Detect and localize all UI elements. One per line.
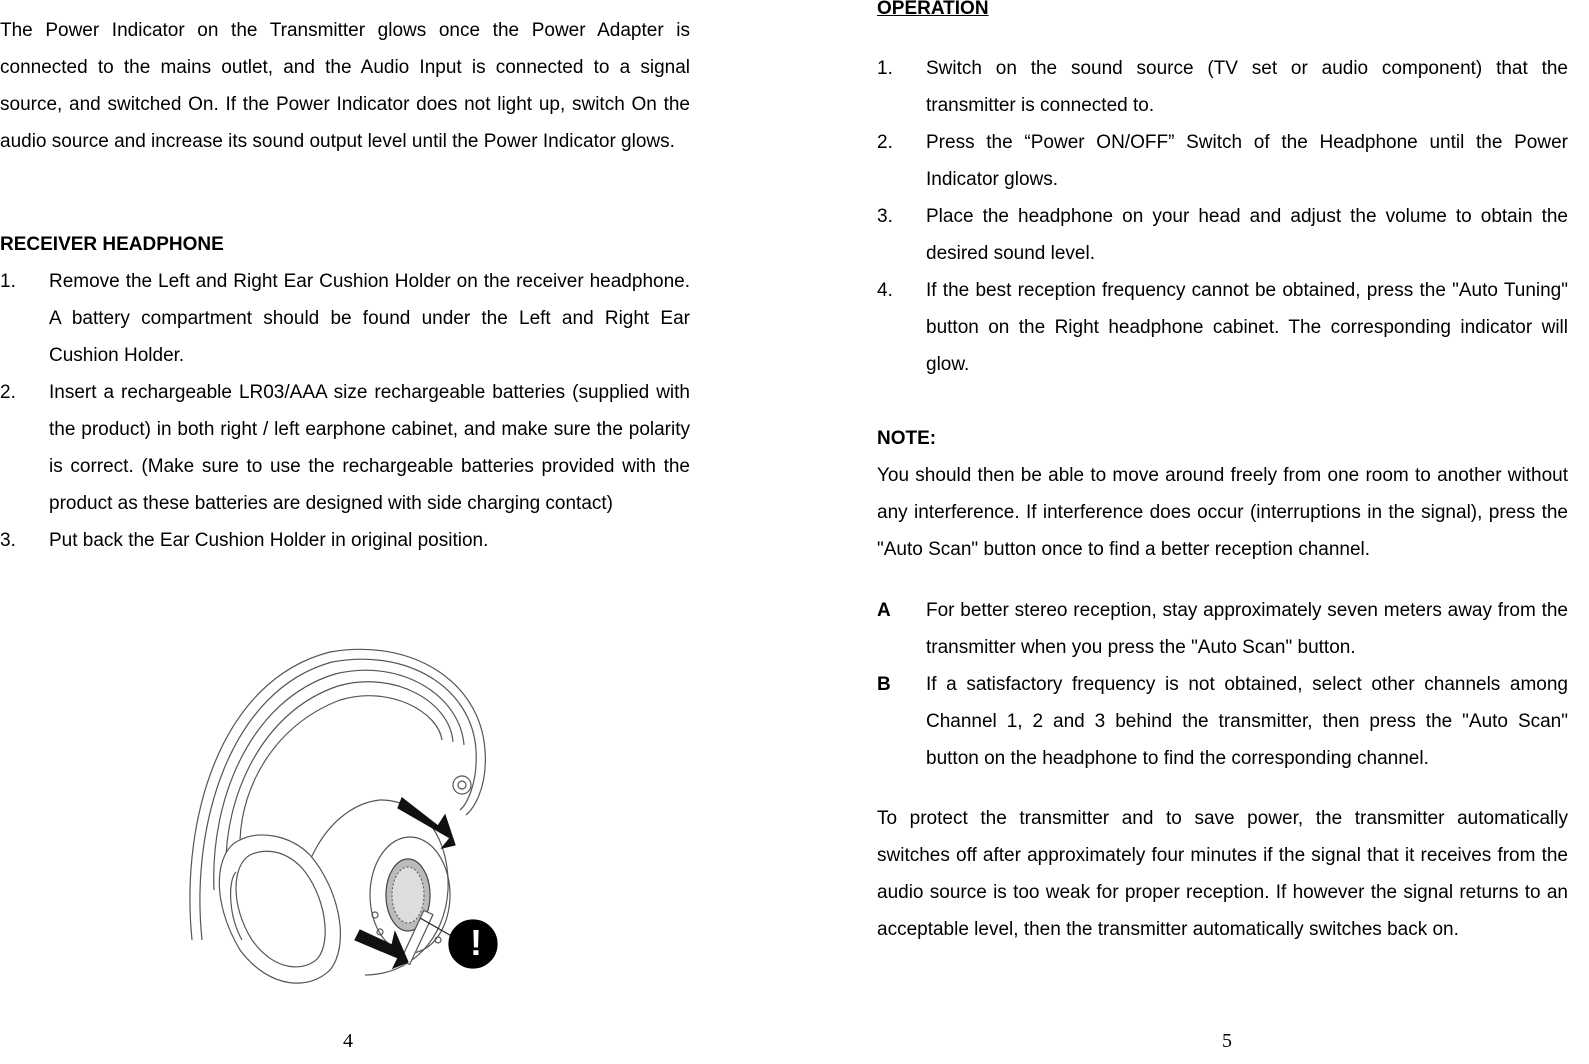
list-item bbox=[0, 374, 690, 522]
step-number: 1. bbox=[0, 271, 16, 292]
step-number: 2. bbox=[877, 132, 893, 153]
list-item bbox=[877, 198, 1568, 272]
list-item bbox=[877, 50, 1568, 124]
list-item bbox=[877, 592, 1568, 666]
step-number: 1. bbox=[877, 58, 893, 79]
step-text: Put back the Ear Cushion Holder in original position. bbox=[49, 530, 489, 551]
list-item bbox=[0, 522, 690, 559]
note-heading: NOTE: bbox=[877, 428, 937, 449]
note-paragraph: You should then be able to move around freely from one room to another without any interference. If interference does occur (interruptions in the signal), press the "Auto Scan" button once to find a better reception channel. bbox=[877, 465, 1568, 560]
receiver-steps-list bbox=[0, 263, 690, 559]
tip-text: For better stereo reception, stay approximately seven meters away from the transmitter when you press the "Auto Scan" button. bbox=[926, 600, 1568, 658]
tip-text: If a satisfactory frequency is not obtained, select other channels among Channel 1, 2 and 3 behind the transmitter, then press the "Auto Scan" button on the headphone to find the corresponding channel. bbox=[926, 674, 1568, 769]
headphone-illustration bbox=[180, 640, 510, 1000]
step-number: 3. bbox=[877, 206, 893, 227]
step-text: Insert a rechargeable LR03/AAA size rechargeable batteries (supplied with the product) in both right / left earphone cabinet, and make sure the polarity is correct. (Make sure to use the rechargeable batteries provided with the product as these batteries are designed with side charging contact) bbox=[49, 382, 690, 514]
receiver-headphone-heading: RECEIVER HEADPHONE bbox=[0, 234, 224, 255]
list-item bbox=[877, 666, 1568, 777]
step-text: If the best reception frequency cannot be obtained, press the "Auto Tuning" button on the Right headphone cabinet. The corresponding indicator will glow. bbox=[926, 280, 1568, 375]
list-item bbox=[877, 272, 1568, 383]
step-text: Switch on the sound source (TV set or audio component) that the transmitter is connected to. bbox=[926, 58, 1568, 116]
warning-symbol: ! bbox=[470, 922, 482, 963]
tip-letter: B bbox=[877, 674, 891, 695]
tip-letter: A bbox=[877, 600, 891, 621]
operation-heading: OPERATION bbox=[877, 0, 989, 19]
closing-paragraph: To protect the transmitter and to save power, the transmitter automatically switches off after approximately four minutes if the signal that it receives from the audio source is too weak for proper reception. If however the signal returns to an acceptable level, then the transmitter automatically switches back on. bbox=[877, 808, 1568, 940]
page-number-left: 4 bbox=[343, 1030, 353, 1052]
step-number: 3. bbox=[0, 530, 16, 551]
intro-paragraph: The Power Indicator on the Transmitter glows once the Power Adapter is connected to the mains outlet, and the Audio Input is connected to a signal source, and switched On. If the Power Indicator does not light up, switch On the audio source and increase its sound output level until the Power Indicator glows. bbox=[0, 20, 690, 152]
step-text: Place the headphone on your head and adjust the volume to obtain the desired sound level. bbox=[926, 206, 1568, 264]
step-number: 2. bbox=[0, 382, 16, 403]
step-text: Press the “Power ON/OFF” Switch of the Headphone until the Power Indicator glows. bbox=[926, 132, 1568, 190]
list-item bbox=[877, 124, 1568, 198]
step-text: Remove the Left and Right Ear Cushion Holder on the receiver headphone. A battery compartment should be found under the Left and Right Ear Cushion Holder. bbox=[49, 271, 690, 366]
step-number: 4. bbox=[877, 280, 893, 301]
tips-list bbox=[877, 592, 1568, 777]
page-number-right: 5 bbox=[1222, 1030, 1232, 1052]
list-item bbox=[0, 263, 690, 374]
operation-steps-list bbox=[877, 50, 1568, 383]
